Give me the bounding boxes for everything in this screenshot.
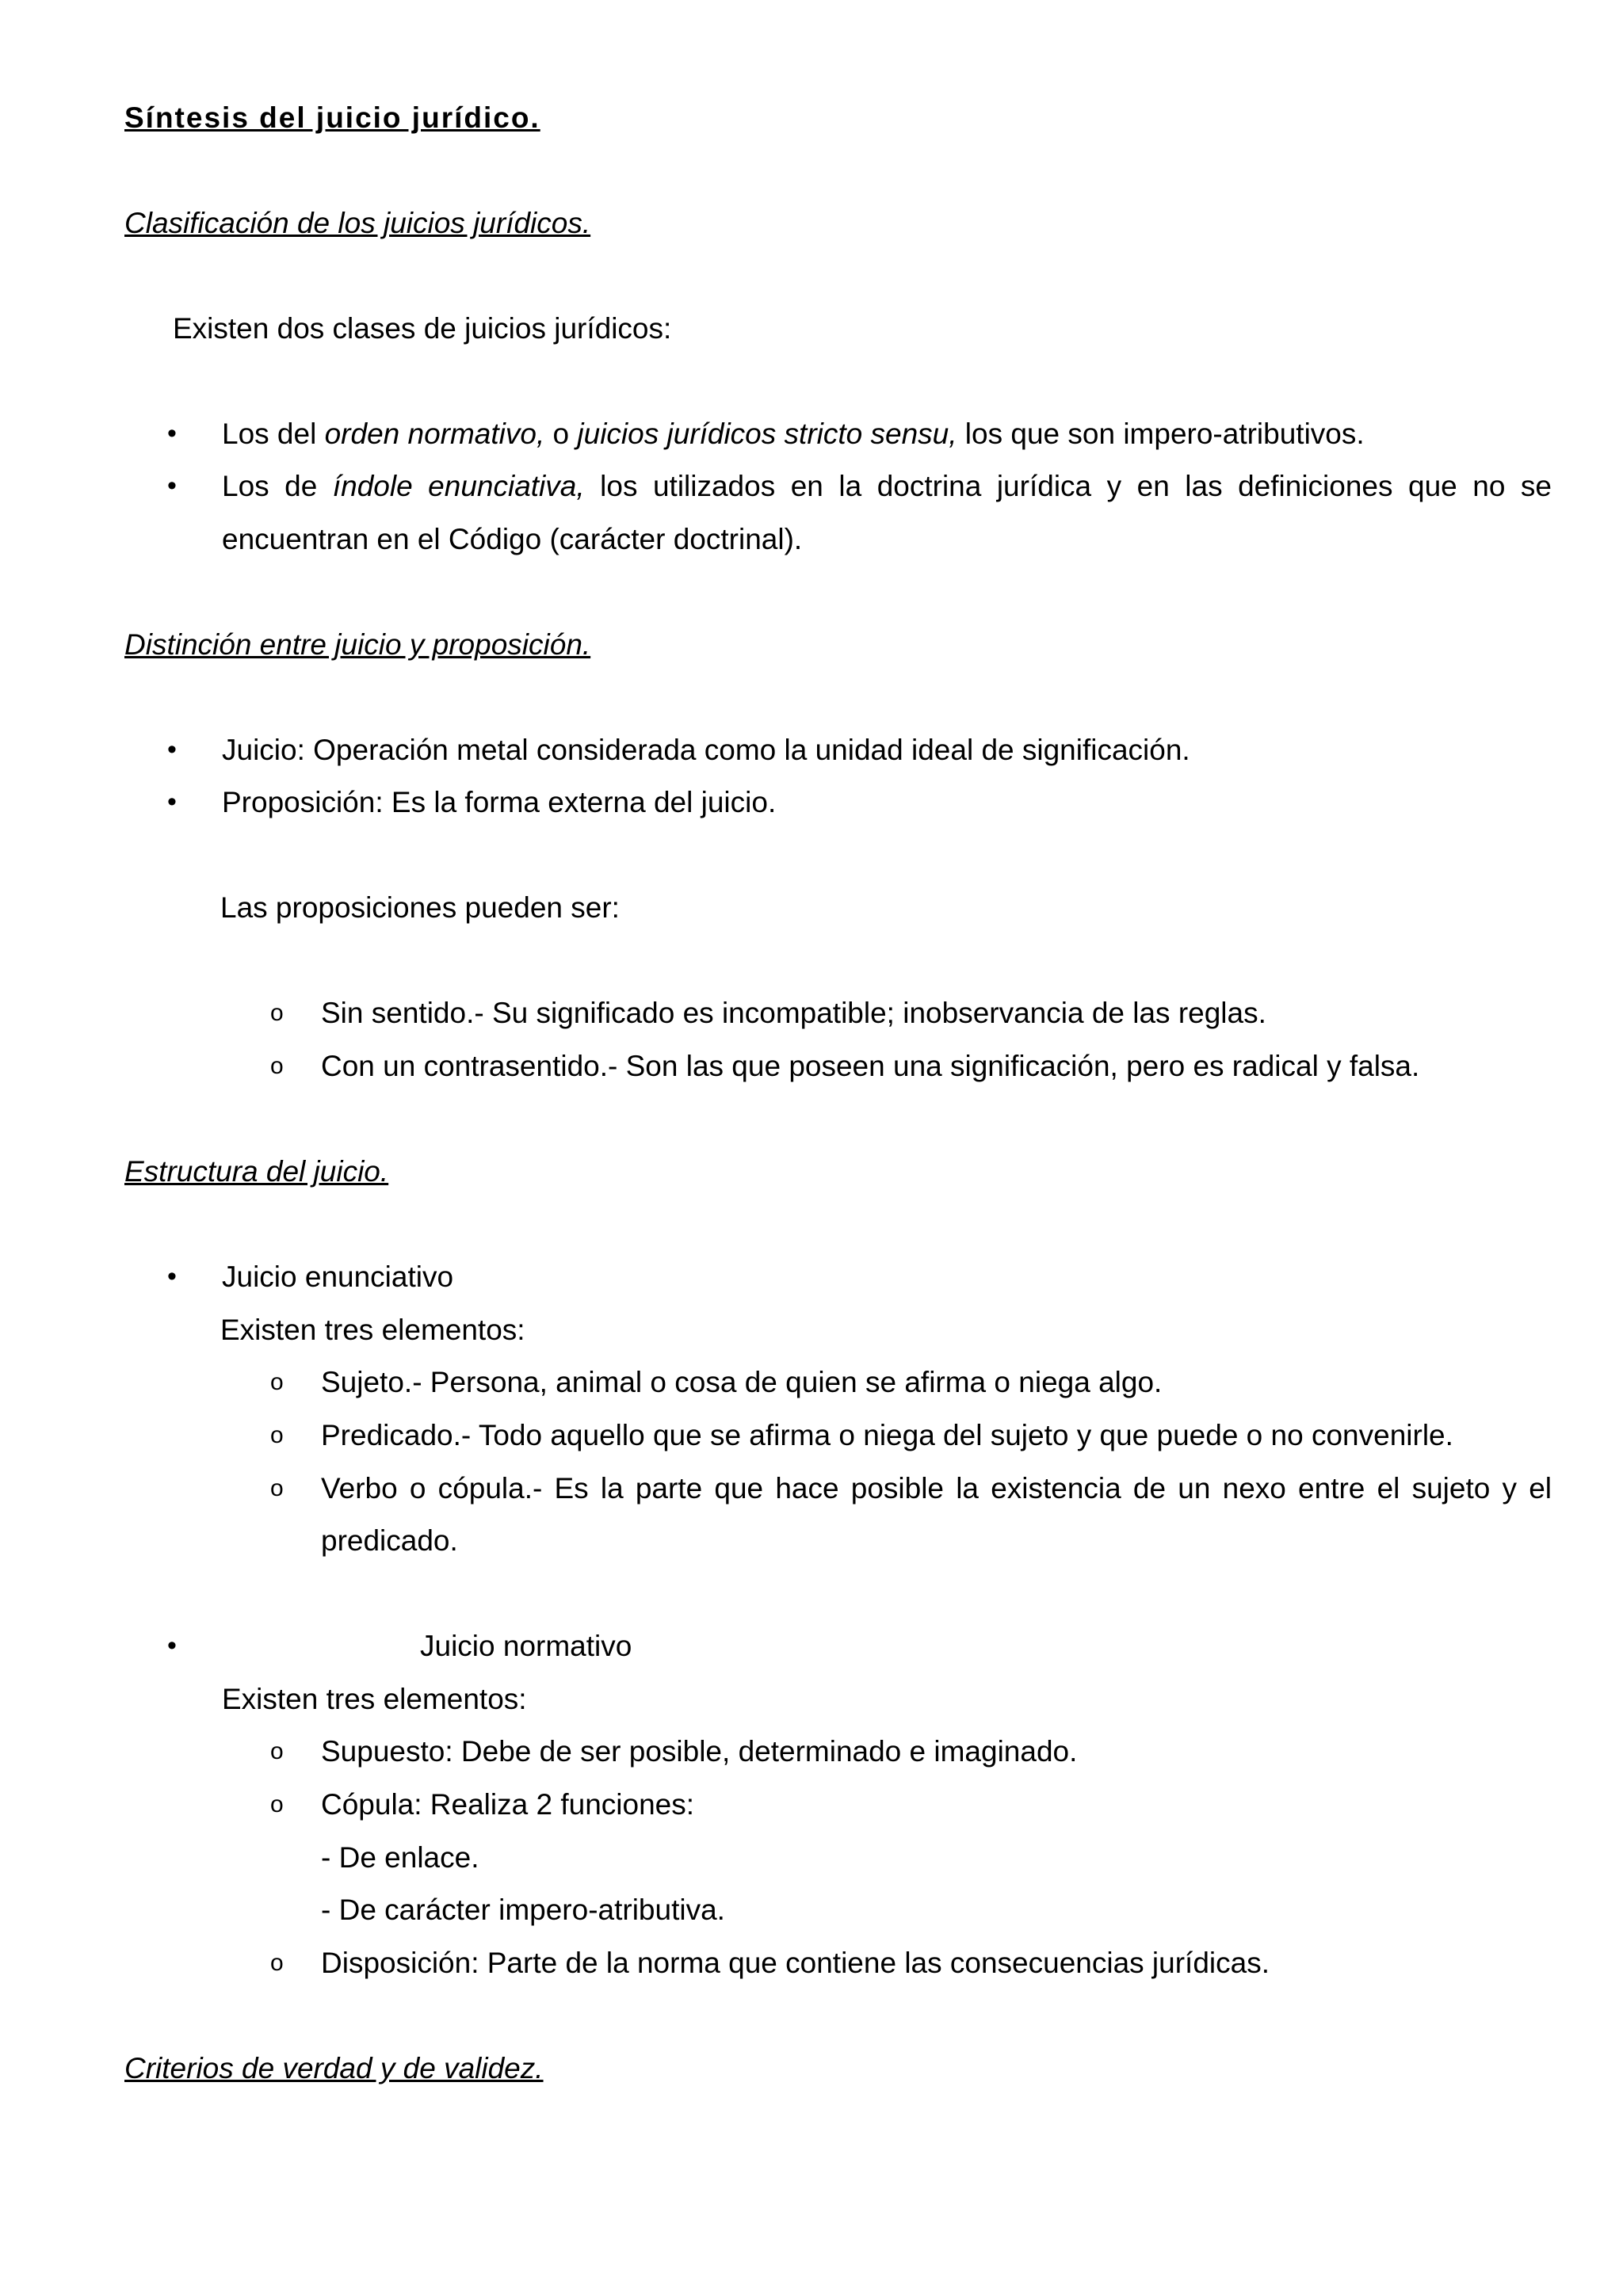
copula-function-enlace: - De enlace. bbox=[321, 1841, 479, 1874]
bullet-icon: • bbox=[167, 787, 177, 817]
circle-bullet-icon: o bbox=[270, 1475, 284, 1501]
enunciativo-intro: Existen tres elementos: bbox=[220, 1314, 525, 1346]
bullet-icon: • bbox=[167, 418, 177, 448]
text-fragment: Los del bbox=[222, 418, 325, 450]
list-item-juicio: Juicio: Operación metal considerada como la unidad ideal de significación. bbox=[222, 734, 1190, 766]
list-item-indole-enunciativa-continued: encuentran en el Código (carácter doctrinal). bbox=[222, 523, 803, 555]
emphasis-text: índole enunciativa, bbox=[332, 470, 585, 502]
heading-distincion: Distinción entre juicio y proposición. bbox=[124, 628, 591, 661]
clasificacion-intro: Existen dos clases de juicios jurídicos: bbox=[173, 312, 672, 345]
circle-bullet-icon: o bbox=[270, 1369, 284, 1395]
sublist-item-predicado: Predicado.- Todo aquello que se afirma o niega del sujeto y que puede o no convenirle. bbox=[321, 1419, 1453, 1451]
bullet-icon: • bbox=[167, 1630, 177, 1661]
bullet-icon: • bbox=[167, 471, 177, 501]
sublist-item-copula: Cópula: Realiza 2 funciones: bbox=[321, 1788, 695, 1821]
list-item-proposicion: Proposición: Es la forma externa del juicio. bbox=[222, 786, 777, 818]
document-title: Síntesis del juicio jurídico. bbox=[124, 101, 540, 134]
circle-bullet-icon: o bbox=[270, 1738, 284, 1764]
text-fragment: los utilizados en la doctrina jurídica y en las definiciones que no se bbox=[584, 470, 1552, 502]
circle-bullet-icon: o bbox=[270, 1000, 284, 1026]
heading-criterios: Criterios de verdad y de validez. bbox=[124, 2052, 544, 2084]
circle-bullet-icon: o bbox=[270, 1791, 284, 1817]
emphasis-text: juicios jurídicos stricto sensu, bbox=[577, 418, 957, 450]
sublist-item-sin-sentido: Sin sentido.- Su significado es incompatible; inobservancia de las reglas. bbox=[321, 997, 1266, 1029]
normativo-intro: Existen tres elementos: bbox=[222, 1683, 527, 1715]
bullet-icon: • bbox=[167, 1261, 177, 1291]
sublist-item-supuesto: Supuesto: Debe de ser posible, determinado e imaginado. bbox=[321, 1735, 1078, 1768]
copula-function-impero-atributiva: - De carácter impero-atributiva. bbox=[321, 1894, 725, 1926]
heading-clasificacion: Clasificación de los juicios jurídicos. bbox=[124, 207, 591, 239]
proposiciones-note: Las proposiciones pueden ser: bbox=[220, 891, 620, 924]
emphasis-text: orden normativo, bbox=[324, 418, 545, 450]
list-item-juicio-normativo: Juicio normativo bbox=[420, 1630, 632, 1662]
circle-bullet-icon: o bbox=[270, 1053, 284, 1079]
sublist-item-sujeto: Sujeto.- Persona, animal o cosa de quien se afirma o niega algo. bbox=[321, 1366, 1163, 1398]
text-fragment: los que son impero-atributivos. bbox=[957, 418, 1365, 450]
list-item-orden-normativo bbox=[222, 407, 1365, 460]
text-fragment: Los de bbox=[222, 470, 333, 502]
sublist-item-disposicion: Disposición: Parte de la norma que contiene las consecuencias jurídicas. bbox=[321, 1947, 1270, 1979]
circle-bullet-icon: o bbox=[270, 1422, 284, 1448]
sublist-item-contrasentido: Con un contrasentido.- Son las que poseen una significación, pero es radical y falsa. bbox=[321, 1050, 1420, 1082]
text-fragment: o bbox=[544, 418, 578, 450]
sublist-item-verbo: Verbo o cópula.- Es la parte que hace posible la existencia de un nexo entre el sujeto y el bbox=[321, 1472, 1552, 1505]
list-item-juicio-enunciativo: Juicio enunciativo bbox=[222, 1261, 454, 1293]
list-item-indole-enunciativa bbox=[222, 460, 1552, 513]
bullet-icon: • bbox=[167, 734, 177, 765]
heading-estructura: Estructura del juicio. bbox=[124, 1155, 389, 1188]
circle-bullet-icon: o bbox=[270, 1950, 284, 1976]
sublist-item-verbo-continued: predicado. bbox=[321, 1524, 458, 1557]
